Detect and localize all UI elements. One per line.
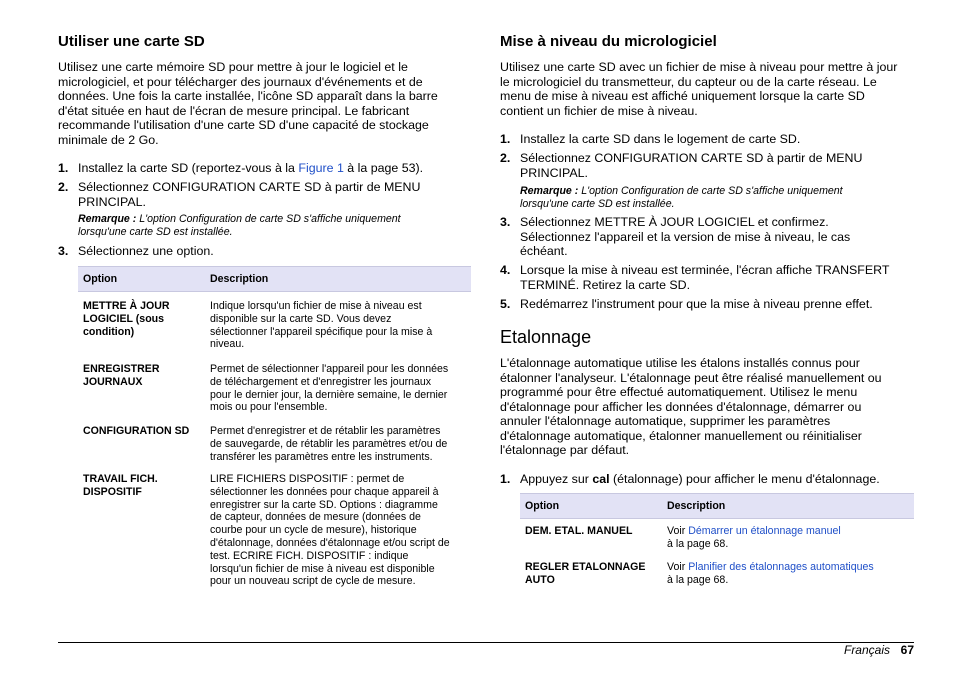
table-row: METTRE À JOUR LOGICIEL (sous condition) Indique lorsqu'un fichier de mise à niveau est disponible sur la carte SD. Vous devez sélectionner l'appareil spécifique pour la mise à niveau. [83, 300, 433, 351]
calibration-options-table [520, 493, 914, 588]
calibration-intro: L'étalonnage automatique utilise les étalons installés connus pour étalonner l'analyseur. L'étalonnage peut être réalisé manuellement ou programmé pour être effectué automatiquement. Utilisez le menu d'étalonnage pour afficher les données d'étalonnage, démarrer ou annuler l'étalonnage automatique, supprimer les paramètres d'étalonnage automatique, étalonner manuellement ou réinitialiser l'étalonnage par défaut. [500, 356, 882, 457]
table-row: ENREGISTRER JOURNAUX Permet de sélectionner l'appareil pour les données de téléchargement et d'enregistrer les journaux pour le dernier jour, la dernière semaine, le dernier mois ou pour l'ensemble. [83, 363, 449, 414]
footer-divider [58, 642, 914, 643]
table-row: DEM. ETAL. MANUEL Voir Démarrer un étalonnage manuel à la page 68. [525, 525, 841, 550]
sd-card-heading: Utiliser une carte SD [58, 33, 205, 50]
sd-options-table [78, 266, 471, 589]
table-row: REGLER ETALONNAGE AUTO Voir Planifier des étalonnages automatiques à la page 68. [525, 561, 874, 586]
table-row: CONFIGURATION SD Permet d'enregistrer et de rétablir les paramètres de sauvegarde, de rétablir les paramètres et/ou de transférer les paramètres entre les instruments. [83, 425, 448, 463]
firmware-update-heading: Mise à niveau du micrologiciel [500, 33, 717, 50]
schedule-auto-calibration-link[interactable]: Planifier des étalonnages automatiques [688, 561, 874, 573]
firmware-note: Remarque : L'option Configuration de carte SD s'affiche uniquement lorsqu'une carte SD est installée. [520, 185, 843, 210]
table-header-option: Option [520, 494, 662, 519]
table-row: TRAVAIL FICH. DISPOSITIF LIRE FICHIERS DISPOSITIF : permet de sélectionner les données pour chaque appareil à enregistrer sur la carte SD. Options : diagramme de capteur, données de mesure (données de courbe pour un cycle de mesure), historique d'étalonnage, données d'étalonnage et/ou script de test. ECRIRE FICH. DISPOSITIF : indique lorsqu'un fichier de mise à niveau est disponible pour un nouveau script de cycle de mesure. [83, 473, 450, 588]
figure-1-link[interactable]: Figure 1 [298, 161, 344, 175]
sd-card-intro: Utilisez une carte mémoire SD pour mettre à jour le logiciel et le micrologiciel, et pour télécharger des journaux d'événements et de données. Une fois la carte installée, l'icône SD apparaît dans la barre d'état située en haut de l'écran de mesure principal. Le fabricant recommande l'utilisation d'une carte SD d'une capacité de stockage minimale de 2 Go. [58, 60, 438, 147]
table-header-option: Option [78, 267, 205, 292]
table-header-description: Description [662, 494, 914, 519]
firmware-intro: Utilisez une carte SD avec un fichier de mise à niveau pour mettre à jour le micrologiciel du transmetteur, du capteur ou de la carte réseau. Le menu de mise à niveau est affiché uniquement lorsque la carte SD contient un fichier de mise à niveau. [500, 60, 898, 118]
page-number: 67 [900, 643, 914, 657]
cal-key-label: cal [592, 472, 610, 486]
sd-note: Remarque : L'option Configuration de carte SD s'affiche uniquement lorsqu'une carte SD est installée. [78, 213, 401, 238]
table-header-description: Description [205, 267, 471, 292]
start-manual-calibration-link[interactable]: Démarrer un étalonnage manuel [688, 525, 841, 537]
footer-language: Français [843, 643, 890, 657]
calibration-heading: Etalonnage [500, 327, 592, 347]
